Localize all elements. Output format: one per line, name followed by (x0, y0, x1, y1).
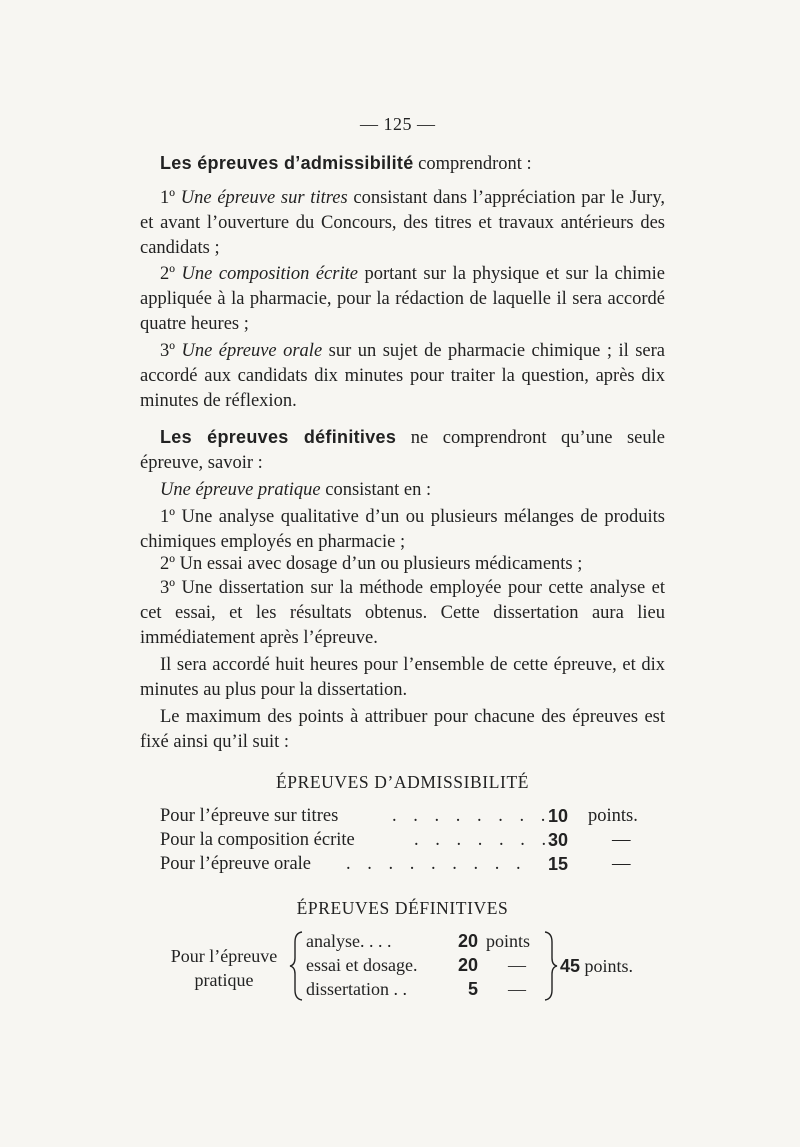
right-brace-icon (543, 930, 559, 1002)
definitive-intro-rest: ne comprendront qu’une seule épreuve, savoir : (140, 428, 665, 473)
definitive-row-value: 5 (468, 979, 479, 999)
item-title: Une épreuve sur titres (180, 188, 348, 208)
definitive-item-1: 1º Une analyse qualitative d’un ou plusieurs mélanges de produits chimiques employés en pharmacie ; (140, 507, 665, 552)
definitive-item-2: 2º Un essai avec dosage d’un ou plusieurs médicaments ; (160, 554, 583, 574)
admissibility-intro-rest: comprendront : (413, 154, 532, 174)
item-title: Une épreuve orale (181, 341, 323, 361)
row-label: Pour l’épreuve orale (160, 854, 312, 874)
table-row (160, 806, 660, 830)
definitive-heading: ÉPREUVES DÉFINITIVES (296, 898, 509, 918)
item-title: Une composition écrite (181, 264, 358, 284)
left-brace-icon (288, 930, 304, 1002)
row-value: 15 (548, 854, 569, 874)
definitive-total (560, 956, 633, 977)
practical-rest: consistant en : (320, 480, 432, 500)
table-row (160, 830, 660, 854)
item-text: consistant dans l’appréciation par le Jury, et avant l’ouverture du Concours, des titres et travaux antérieurs des candidats ; (140, 188, 666, 258)
row-value: 10 (548, 806, 569, 826)
admissibility-heading: ÉPREUVES D’ADMISSIBILITÉ (275, 772, 530, 792)
paragraph-max: Le maximum des points à attribuer pour chacune des épreuves est fixé ainsi qu’il suit : (140, 707, 665, 752)
row-value: 30 (548, 830, 569, 850)
definitive-row (306, 979, 556, 1003)
practical-title: Une épreuve pratique (160, 480, 321, 500)
row-label: Pour l’épreuve sur titres (160, 806, 339, 826)
admissibility-item-2 (140, 262, 665, 337)
definitive-row-label: essai et dosage. (306, 955, 418, 975)
definitive-row-unit: — (508, 979, 526, 999)
item-text: sur un sujet de pharmacie chimique ; il sera accordé aux candidats dix minutes pour traiter la question, après dix minutes de réflexion. (140, 341, 666, 411)
table-row (160, 854, 660, 878)
item-number: 3º (160, 341, 175, 361)
practical-intro (140, 478, 665, 503)
row-leader: . . . . . . . . (392, 806, 552, 826)
definitive-row (306, 955, 556, 979)
definitive-left-label: Pour l’épreuve pratique (170, 946, 278, 990)
row-unit: points. (588, 806, 638, 826)
definitive-total-unit: points. (584, 956, 634, 976)
row-leader: . . . . . . . . . (346, 854, 527, 874)
item-number: 1º (160, 188, 175, 208)
admissibility-intro-heading: Les épreuves d’admissibilité (160, 153, 414, 173)
row-label: Pour la composition écrite (160, 830, 355, 850)
admissibility-intro (140, 151, 665, 177)
definitive-row-value: 20 (458, 955, 479, 975)
definitive-row-unit: points (486, 931, 531, 951)
item-number: 2º (160, 264, 175, 284)
page-number: — 125 — (360, 114, 436, 134)
definitive-row (306, 931, 556, 955)
definitive-intro-heading: Les épreuves définitives (160, 427, 397, 447)
paragraph-time: Il sera accordé huit heures pour l’ensemble de cette épreuve, et dix minutes au plus pour la dissertation. (140, 655, 665, 700)
row-unit: — (612, 830, 631, 850)
row-leader: . . . . . . . (414, 830, 553, 850)
admissibility-item-1 (140, 186, 665, 261)
definitive-row-label: dissertation . . (306, 979, 407, 999)
definitive-item-3: 3º Une dissertation sur la méthode employée pour cette analyse et cet essai, et les résultats obtenus. Cette dissertation aura lieu immédiatement après l’épreuve. (140, 578, 665, 648)
admissibility-item-3 (140, 339, 665, 414)
definitive-intro (140, 425, 665, 476)
definitive-total-value: 45 (560, 956, 581, 976)
item-text: portant sur la physique et sur la chimie appliquée à la pharmacie, pour la rédaction de laquelle il sera accordé quatre heures ; (140, 264, 666, 334)
definitive-row-value: 20 (458, 931, 479, 951)
definitive-row-label: analyse. . . . (306, 931, 392, 951)
definitive-row-unit: — (508, 955, 526, 975)
row-unit: — (612, 854, 631, 874)
